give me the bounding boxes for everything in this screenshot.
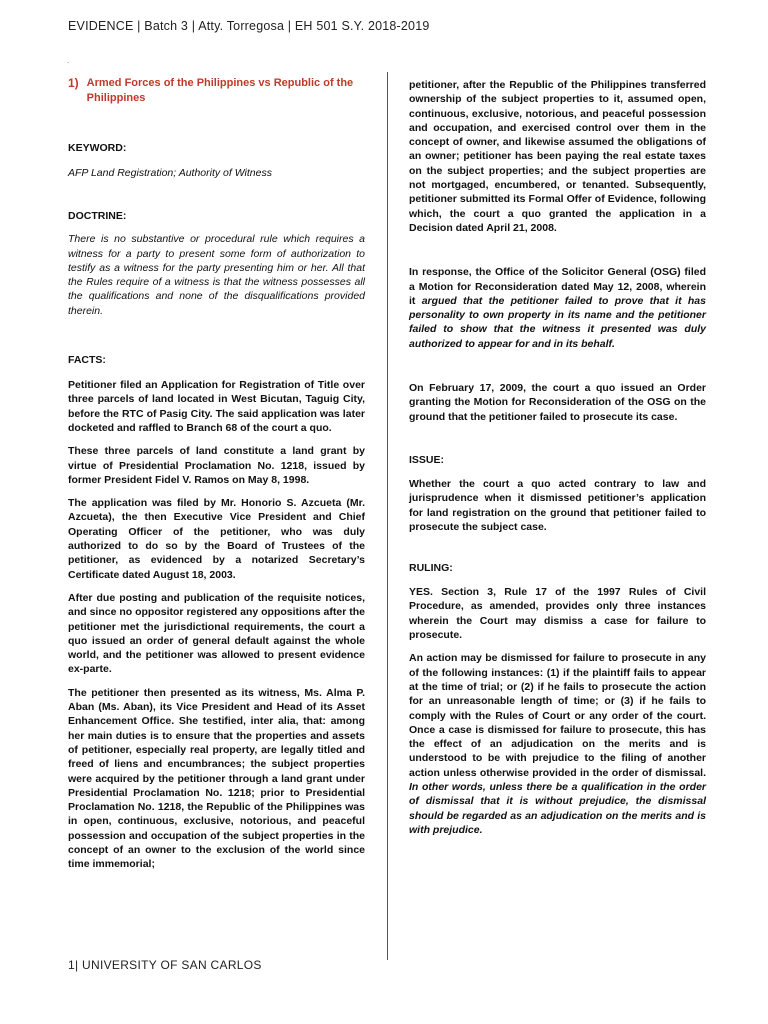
- keyword-heading: KEYWORD:: [68, 142, 127, 154]
- facts-paragraph-3: The application was filed by Mr. Honorio S. Azcueta (Mr. Azcueta), the then Executive Vice President and Chief Operating Officer of the petitioner, who was duly authorized to do so by the Board of Trustees of the petitioner, as evidenced by a notarized Secretary’s Certificate dated August 18, 2003.: [68, 497, 365, 581]
- witness-intro: The petitioner then presented as its witness, Ms. Alma P. Aban (Ms. Aban), its Vice President and Head of its Asset Enhancement Office.: [68, 686, 365, 728]
- left-column: [68, 76, 365, 872]
- case-title: [68, 76, 365, 105]
- ruling-conclusion: In other words, unless there be a qualification in the order of dismissal that it is without prejudice, the dismissal should be regarded as an adjudication on the merits and is with prejudice.: [409, 780, 706, 836]
- issue-heading: ISSUE:: [409, 453, 445, 466]
- facts-paragraph-1: Petitioner filed an Application for Registration of Title over three parcels of land located in West Bicutan, Taguig City, before the RTC of Pasig City. The said application was later docketed and raffled to Branch 68 of the court a quo.: [68, 379, 365, 434]
- facts-paragraph-2: These three parcels of land constitute a land grant by virtue of Presidential Proclamation No. 1218, issued by former President Fidel V. Ramos on May 8, 1998.: [68, 445, 365, 486]
- facts-paragraph-7: [409, 265, 706, 351]
- witness-testimony: She testified, inter alia, that: among her main duties is to ensure that the properties and assets of petitioner, especially real property, are legally titled and freed of liens and encumbrances; the subject properties were acquired by the petitioner through a land grant under Presidential Proclamation No. 1218; prior to Presidential Proclamation No. 1218, the Republic of the Philippines was in open, continuous, exclusive, notorious, and peaceful possession and occupation of the subject properties in the concept of an owner to the exclusion of the world since time immemorial;: [68, 715, 365, 871]
- bullet-marker: .: [67, 56, 70, 65]
- osg-motion: In response, the Office of the Solicitor General (OSG) filed a Motion for Reconsideration dated May 12, 2008, wherein it: [409, 266, 706, 307]
- case-number: 1): [68, 76, 79, 90]
- facts-paragraph-4: After due posting and publication of the requisite notices, and since no oppositor registered any oppositions after the petitioner met the jurisdictional requirements, the court a quo issued an order of general default against the whole world, and the petitioner was allowed to present evidence ex-parte.: [68, 591, 365, 676]
- facts-paragraph-5: [68, 686, 365, 872]
- ruling-paragraph-1: YES. Section 3, Rule 17 of the 1997 Rules of Civil Procedure, as amended, provides only three instances wherein the Court may dismiss a case for failure to prosecute.: [409, 586, 706, 642]
- case-title-text: Armed Forces of the Philippines vs Republic of the Philippines: [86, 77, 354, 104]
- keyword-text: AFP Land Registration; Authority of Witness: [68, 167, 272, 179]
- right-column: [409, 78, 706, 837]
- page-footer: 1| UNIVERSITY OF SAN CARLOS: [68, 958, 262, 972]
- facts-heading: FACTS:: [68, 354, 106, 367]
- facts-paragraph-8: On February 17, 2009, the court a quo issued an Order granting the Motion for Reconsideration of the OSG on the ground that the petitioner failed to prosecute its case.: [409, 382, 706, 423]
- osg-argument: argued that the petitioner failed to prove that it has personality to own property in its name and the petitioner failed to show that the witness it presented was duly authorized to appear for and in its behalf.: [409, 294, 706, 350]
- facts-paragraph-6: petitioner, after the Republic of the Philippines transferred ownership of the subject properties to it, assumed open, continuous, exclusive, notorious, and peaceful possession and occupation, and exercised control over them in the concept of owner, and likewise assumed the obligations of an owner; petitioner has been paying the real estate taxes on the subject properties; and the subject properties are not mortgaged, encumbered, or tenanted. Subsequently, petitioner submitted its Formal Offer of Evidence, following which, the court a quo granted the application in a Decision dated April 21, 2008.: [409, 79, 706, 234]
- page-header: EVIDENCE | Batch 3 | Atty. Torregosa | EH 501 S.Y. 2018-2019: [68, 19, 430, 33]
- column-divider: [387, 72, 388, 960]
- doctrine-heading: DOCTRINE:: [68, 210, 127, 223]
- ruling-paragraph-2: [409, 651, 706, 837]
- doctrine-text: There is no substantive or procedural rule which requires a witness for a party to present some form of authorization to testify as a witness for the party presenting him or her. All that the Rules require of a witness is that the witness possesses all the qualifications and none of the disqualifications provided therein.: [68, 233, 365, 317]
- ruling-heading: RULING:: [409, 562, 453, 575]
- issue-text: Whether the court a quo acted contrary to law and jurisprudence when it dismissed petitioner’s application for land registration on the ground that petitioner failed to prosecute the subject case.: [409, 477, 706, 533]
- ruling-instances: An action may be dismissed for failure to prosecute in any of the following instances: (1) if the plaintiff fails to appear at the time of trial; or (2) if he fails to prosecute the action for an unreasonable length of time; or (3) if he fails to comply with the Rules of Court or any order of the court. Once a case is dismissed for failure to prosecute, this has the effect of an adjudication on the merits and is understood to be with prejudice to the filing of another action unless otherwise provided in the order of dismissal.: [409, 652, 706, 779]
